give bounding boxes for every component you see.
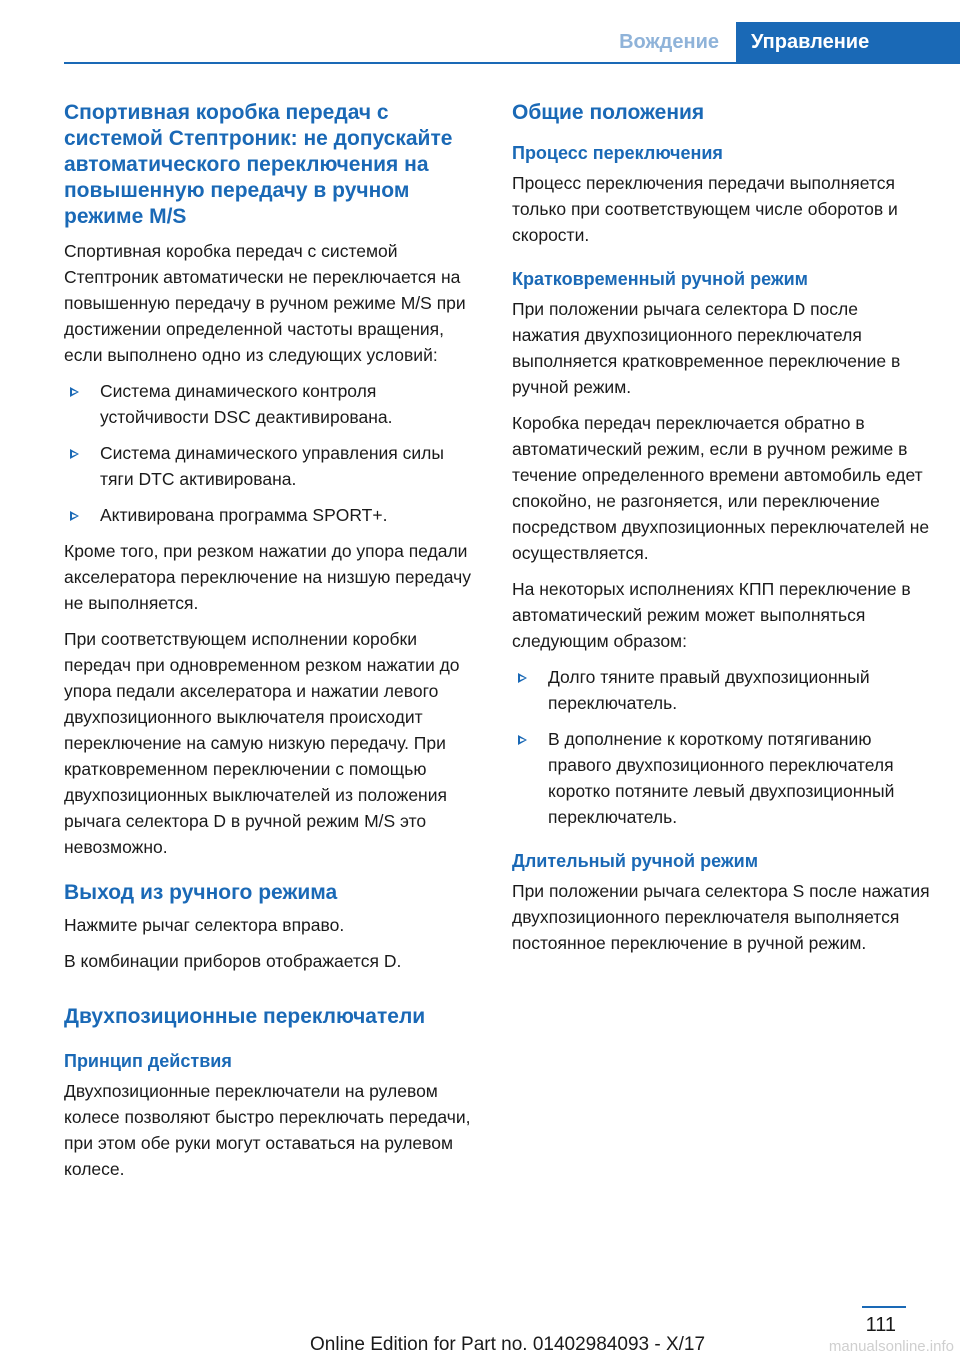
long-manual-paragraph: При положении рычага селектора S после нажатия двухпозиционного переключателя выполняется постоянное переключение в ручной режим. (512, 881, 930, 953)
tab-controls[interactable]: Управление (736, 22, 960, 62)
exit-manual-heading: Выход из ручного режима (64, 881, 338, 904)
short-manual-paragraph-3: На некоторых исполнениях КПП переключение в автоматический режим может выполняться следующим образом: (512, 579, 911, 651)
header-tabs (602, 22, 960, 62)
long-manual-heading: Длительный ручной режим (512, 851, 759, 871)
watermark: manualsonline.info (828, 1338, 954, 1355)
exit-paragraph-2: В комбинации приборов отображается D. (64, 951, 402, 971)
short-manual-list (512, 664, 930, 830)
shift-process-heading: Процесс переключения (512, 143, 723, 163)
sport-steptronic-heading: Спортивная коробка передач с системой Стептроник: не допускайте автоматического переключения на повышенную передачу в ручном режиме M/S (64, 101, 453, 228)
general-heading: Общие положения (512, 101, 705, 124)
tab-driving[interactable]: Вождение (619, 30, 719, 53)
sport-paragraph-2: Кроме того, при резком нажатии до упора педали акселератора переключение на низшую передачу не выполняется. (64, 541, 471, 613)
sport-paragraph-3: При соответствующем исполнении коробки передач при одновременном резком нажатии до упора педали акселератора и нажатии левого двухпозиционного выключателя происходит переключение на самую низкую передачу. При кратковременном переключении с помощью двухпозиционных выключателей из положения рычага селектора D в ручной режим M/S это невозможно. (64, 629, 460, 857)
shift-process-paragraph: Процесс переключения передачи выполняется только при соответствующем числе оборотов и скорости. (512, 173, 898, 245)
left-column (64, 100, 482, 1192)
short-manual-paragraph-2: Коробка передач переключается обратно в автоматический режим, если в ручном режиме в течение определенного времени автомобиль едет спокойно, не разгоняется, или переключение посредством двухпозиционных переключателей не осуществляется. (512, 413, 930, 563)
header-divider (64, 62, 960, 64)
list-item: В дополнение к короткому потягиванию правого двухпозиционного переключателя коротко потяните левый двухпозиционный переключатель. (512, 726, 930, 830)
sport-conditions-list (64, 378, 482, 528)
list-item: Активирована программа SPORT+. (64, 502, 482, 528)
right-column (512, 100, 930, 966)
list-item: Система динамического управления силы тяги DTC активирована. (64, 440, 482, 492)
principle-heading: Принцип действия (64, 1051, 232, 1071)
short-manual-paragraph-1: При положении рычага селектора D после нажатия двухпозиционного переключателя выполняется кратковременное переключение в ручной режим. (512, 299, 901, 397)
paddle-shifters-heading: Двухпозиционные переключатели (64, 1005, 426, 1028)
sport-paragraph-1: Спортивная коробка передач с системой Стептроник автоматически не переключается на повышенную передачу в ручном режиме M/S при достижении определенной частоты вращения, если выполнено одно из следующих условий: (64, 241, 466, 365)
list-item: Долго тяните правый двухпозиционный переключатель. (512, 664, 930, 716)
page-number: 111 (865, 1314, 896, 1336)
principle-paragraph: Двухпозиционные переключатели на рулевом колесе позволяют быстро переключать передачи, при этом обе руки могут оставаться на рулевом колесе. (64, 1081, 471, 1179)
edition-footer: Online Edition for Part no. 01402984093 - X/17 (310, 1334, 706, 1355)
short-manual-heading: Кратковременный ручной режим (512, 269, 808, 289)
exit-paragraph-1: Нажмите рычаг селектора вправо. (64, 915, 345, 935)
footer-divider (862, 1306, 906, 1308)
list-item: Система динамического контроля устойчивости DSC деактивирована. (64, 378, 482, 430)
